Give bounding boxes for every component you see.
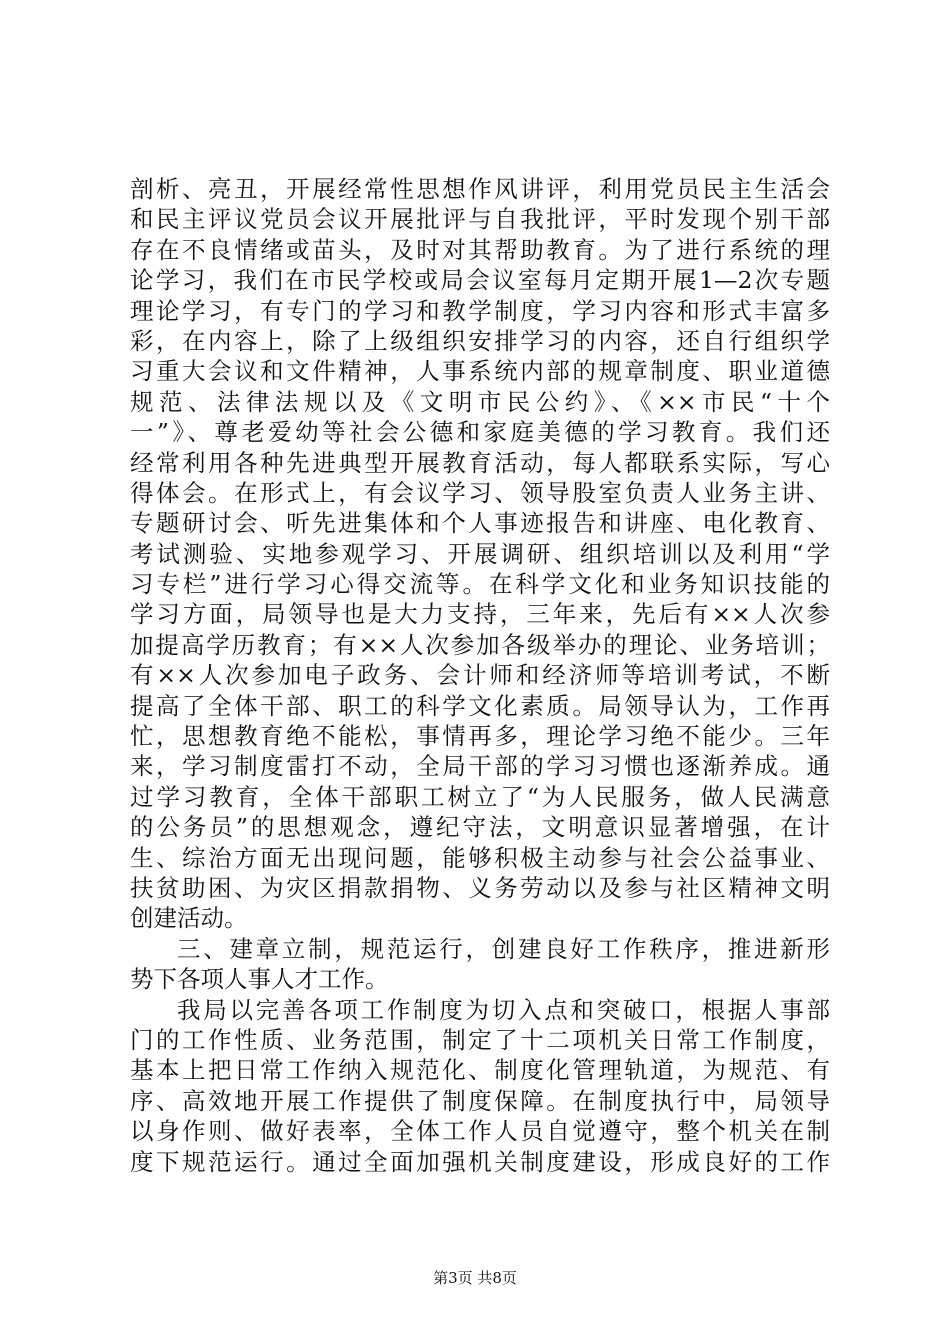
body-line: 得体会。在形式上，有会议学习、领导股室负责人业务主讲、	[130, 478, 830, 507]
body-line: 序、高效地开展工作提供了制度保障。在制度执行中，局领导	[130, 1086, 830, 1115]
body-line: 彩，在内容上，除了上级组织安排学习的内容，还自行组织学	[130, 326, 830, 355]
body-line: 有××人次参加电子政务、会计师和经济师等培训考试，不断	[130, 661, 830, 690]
body-line: 扶贫助困、为灾区捐款捐物、义务劳动以及参与社区精神文明	[130, 873, 830, 902]
body-line: 以身作则、做好表率，全体工作人员自觉遵守，整个机关在制	[130, 1117, 830, 1146]
body-line: 一”》、尊老爱幼等社会公德和家庭美德的学习教育。我们还	[130, 418, 830, 447]
body-line: 习专栏”进行学习心得交流等。在科学文化和业务知识技能的	[130, 570, 830, 599]
body-line: 度下规范运行。通过全面加强机关制度建设，形成良好的工作	[130, 1147, 830, 1176]
body-line: 存在不良情绪或苗头，及时对其帮助教育。为了进行系统的理	[130, 235, 830, 264]
body-line: 忙，思想教育绝不能松，事情再多，理论学习绝不能少。三年	[130, 722, 830, 751]
body-line: 门的工作性质、业务范围，制定了十二项机关日常工作制度，	[130, 1025, 830, 1054]
body-line: 剖析、亮丑，开展经常性思想作风讲评，利用党员民主生活会	[130, 175, 830, 203]
body-line: 基本上把日常工作纳入规范化、制度化管理轨道，为规范、有	[130, 1056, 830, 1085]
body-line: 提高了全体干部、职工的科学文化素质。局领导认为，工作再	[130, 691, 830, 720]
body-line: 考试测验、实地参观学习、开展调研、组织培训以及利用“学	[130, 539, 830, 568]
body-line: 理论学习，有专门的学习和教学制度，学习内容和形式丰富多	[130, 296, 830, 325]
body-line: 学习方面，局领导也是大力支持，三年来，先后有××人次参	[130, 600, 830, 629]
body-line: 规范、法律法规以及《文明市民公约》、《××市民“十个	[130, 387, 830, 416]
body-line: 我局以完善各项工作制度为切入点和突破口，根据人事部	[177, 995, 830, 1024]
body-line: 加提高学历教育；有××人次参加各级举办的理论、业务培训；	[130, 630, 830, 659]
body-line: 的公务员”的思想观念，遵纪守法，文明意识显著增强，在计	[130, 813, 830, 842]
page-number-footer: 第3页 共8页	[433, 1269, 517, 1287]
body-line: 习重大会议和文件精神，人事系统内部的规章制度、职业道德	[130, 357, 830, 386]
body-line: 过学习教育，全体干部职工树立了“为人民服务，做人民满意	[130, 782, 830, 811]
body-line: 来，学习制度雷打不动，全局干部的学习习惯也逐渐养成。通	[130, 752, 830, 781]
section-heading-line: 势下各项人事人才工作。	[130, 965, 389, 994]
section-heading-line: 三、建章立制，规范运行，创建良好工作秩序，推进新形	[177, 934, 830, 963]
body-line: 创建活动。	[130, 904, 248, 933]
document-body	[130, 174, 830, 1177]
body-line: 和民主评议党员会议开展批评与自我批评，平时发现个别干部	[130, 205, 830, 234]
body-line: 经常利用各种先进典型开展教育活动，每人都联系实际，写心	[130, 448, 830, 477]
body-line: 生、综治方面无出现问题，能够积极主动参与社会公益事业、	[130, 843, 830, 872]
body-line: 专题研讨会、听先进集体和个人事迹报告和讲座、电化教育、	[130, 509, 830, 538]
body-line: 论学习，我们在市民学校或局会议室每月定期开展1—2次专题	[130, 266, 830, 295]
